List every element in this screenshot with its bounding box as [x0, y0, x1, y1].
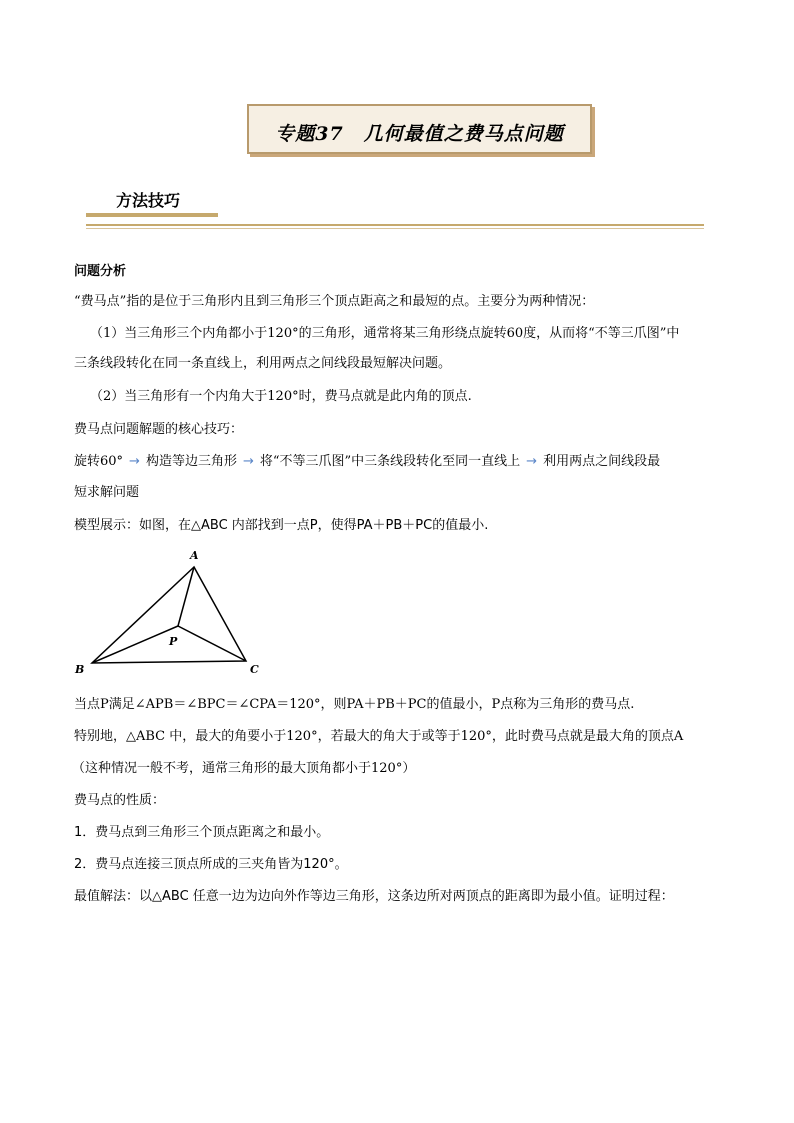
flow-step-1: 旋转60° — [74, 454, 124, 469]
flow-step-4: 利用两点之间线段最 — [543, 454, 661, 469]
section-rule — [86, 224, 704, 226]
flow-step-3: 将“不等三爪图”中三条线段转化至同一直线上 — [259, 454, 521, 469]
triangle-figure — [70, 545, 270, 680]
property-1: 1．费马点到三角形三个顶点距离之和最小。 — [74, 825, 330, 840]
property-2: 2．费马点连接三顶点所成的三夹角皆为120°。 — [74, 857, 348, 872]
solution-text: 最值解法：以△ABC 任意一边为边向外作等边三角形，这条边所对两顶点的距离即为最小值。证明过程： — [74, 889, 674, 904]
arrow-right-icon: → — [526, 454, 538, 469]
flow-step-2: 构造等边三角形 — [145, 454, 237, 469]
section-rule-thin — [86, 228, 704, 229]
special-text-a: 特别地，△ABC 中，最大的角要小于120°，若最大的角大于或等于120°，此时费马点就是最大角的顶点A — [74, 729, 684, 744]
case1-text-b: 三条线段转化在同一条直线上，利用两点之间线段最短解决问题。 — [74, 356, 452, 371]
props-heading: 费马点的性质： — [74, 793, 166, 808]
case1-text-a: （1）当三角形三个内角都小于120°的三角形，通常将某三角形绕点旋转60度，从而将“不等三爪图”中 — [90, 326, 680, 341]
core-heading: 费马点问题解题的核心技巧： — [74, 422, 244, 437]
arrow-right-icon: → — [242, 454, 254, 469]
label-b: B — [75, 663, 85, 676]
condition-text: 当点P满足∠APB＝∠BPC＝∠CPA＝120°，则PA＋PB＋PC的值最小，P点称为三角形的费马点. — [74, 697, 635, 712]
segment-pa — [178, 567, 194, 626]
case2-text: （2）当三角形有一个内角大于120°时，费马点就是此内角的顶点. — [90, 389, 472, 404]
arrow-right-icon: → — [129, 454, 140, 469]
intro-text: “费马点”指的是位于三角形内且到三角形三个顶点距高之和最短的点。主要分为两种情况： — [74, 294, 595, 309]
label-a: A — [190, 549, 199, 562]
flow-continuation: 短求解问题 — [74, 485, 140, 500]
segment-pb — [92, 626, 178, 663]
flow-line — [74, 454, 660, 470]
special-text-b: （这种情况一般不考，通常三角形的最大顶角都小于120°） — [72, 761, 416, 776]
title-box — [247, 104, 592, 154]
section-underline — [86, 213, 218, 217]
label-p: P — [169, 635, 178, 648]
label-c: C — [250, 663, 259, 676]
section-heading: 方法技巧 — [116, 191, 181, 210]
model-text: 模型展示：如图，在△ABC 内部找到一点P，使得PA＋PB＋PC的值最小. — [74, 518, 489, 533]
page-title: 专题37 几何最值之费马点问题 — [275, 123, 564, 145]
analysis-heading: 问题分析 — [74, 264, 127, 279]
